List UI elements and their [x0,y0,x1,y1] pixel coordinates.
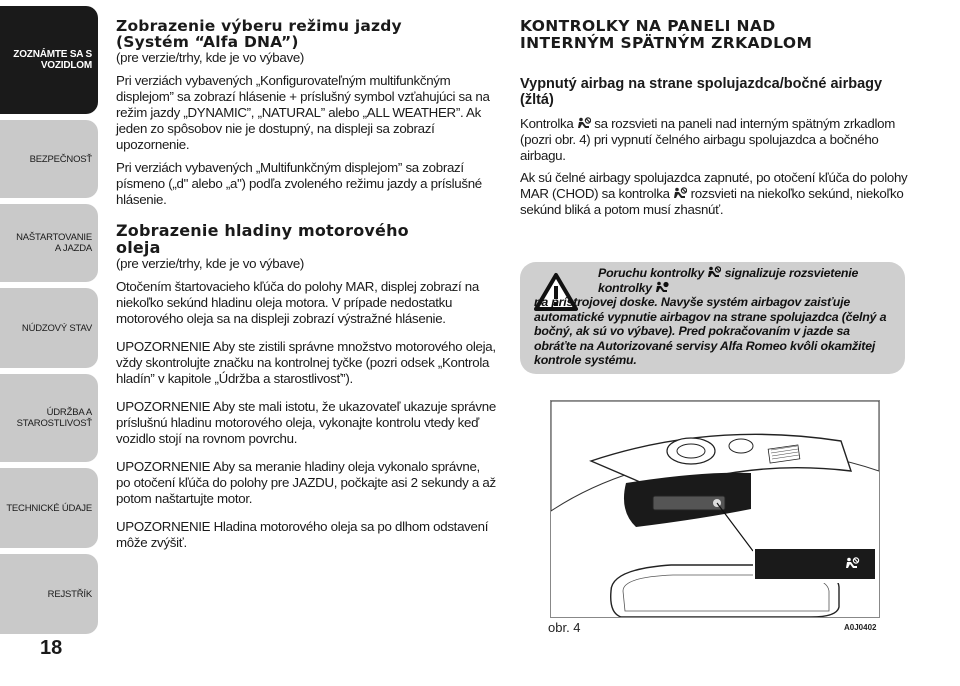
text: na prístrojovej doske. Navyše systém airbagov zaisťuje automatické vypnutie airbagov na strane spolujazdca (čelný a bočný, ak sú vo výbave). Pred pokračovaním v jazde sa obráťte na Autorizované servisy Alfa Romeo kvôli okamžitej kontrole systému. [534,295,887,367]
tab-label: ZOZNÁMTE SA S VOZIDLOM [13,49,92,71]
paragraph [520,116,910,164]
overhead-console-illustration [551,401,879,617]
left-column [116,18,496,551]
subsection-heading-airbag: Vypnutý airbag na strane spolujazdca/bočné airbagy (žltá) [520,76,883,108]
tab-label: BEZPEČNOSŤ [29,153,92,165]
section-heading-indicators: KONTROLKY NA PANELI NAD INTERNÝM SPÄTNÝM ZRKADLOM [520,17,813,52]
chapter-tabs [0,0,100,686]
tab-label: REJSTŘÍK [47,588,92,600]
warning-box [520,262,905,374]
paragraph: Otočením štartovacieho kľúča do polohy MAR, displej zobrazí na niekoľko sekúnd hladinu oleja motora. V prípade nedostatku motorového oleja sa na displeji zobrazí výstražné hlásenie. [116,279,479,326]
tab-nastartovanie[interactable] [0,204,98,282]
warning-note: UPOZORNENIE Aby ste zistili správne množstvo motorového oleja, vždy skontrolujte značku na kontrolnej tyčke (pozri odsek „Kontrola hladín” v kapitole „Údržba a starostlivosť”). [116,339,496,386]
tab-bezpecnost[interactable] [0,120,98,198]
tab-nudzovy-stav[interactable] [0,288,98,368]
warning-text-lead [534,266,894,295]
airbag-off-icon [673,187,687,199]
right-column [520,18,910,218]
airbag-icon [655,281,669,293]
tab-zoznamte-sa[interactable] [0,6,98,114]
text: sa rozsvieti na paneli nad interným spätným zrkadlom (pozri obr. 4) pri vypnutí čelného airbagu spolujazdca a bočného airbagu. [520,116,896,163]
paragraph [520,170,910,218]
tab-label: ÚDRŽBA A STAROSTLIVOSŤ [16,407,92,429]
warning-note: UPOZORNENIE Aby sa meranie hladiny oleja vykonalo správne, po otočení kľúča do polohy pre JAZDU, počkajte asi 2 sekundy a až potom naštartujte motor. [116,459,496,506]
tab-rejstrik[interactable] [0,554,98,634]
paragraph: Pri verziách vybavených „Konfigurovateľným multifunkčným displejom” sa zobrazí hlásenie + príslušný symbol vzťahujúci sa na režim jazdy „DYNAMIC”, „NATURAL” alebo „ALL WEATHER”. Ak jeden zo spôsobov nie je dostupný, na displeji sa zobrazí upozornenie. [116,73,490,152]
text: rozsvieti na niekoľko sekúnd, niekoľko sekúnd bliká a potom musí zhasnúť. [520,186,904,217]
text: Poruchu kontrolky [598,266,705,280]
tab-udrzba[interactable] [0,374,98,462]
warning-text [534,266,894,368]
warning-note: UPOZORNENIE Aby ste mali istotu, že ukazovateľ ukazuje správne príslušnú hladinu motorového oleja, vykonajte kontrolu vtedy keď vozidlo stojí na rovnom povrchu. [116,399,496,446]
section-subnote: (pre verzie/trhy, kde je vo výbave) [116,50,305,65]
section-subnote: (pre verzie/trhy, kde je vo výbave) [116,256,305,271]
warning-note: UPOZORNENIE Hladina motorového oleja sa po dlhom odstavení môže zvýšiť. [116,519,489,550]
tab-label: NÚDZOVÝ STAV [21,322,92,334]
paragraph: Pri verziách vybavených „Multifunkčným displejom” sa zobrazí písmeno („d" alebo „a") podľa zvoleného režimu jazdy a príslušné hlásenie. [116,160,482,207]
page-number: 18 [40,637,63,659]
section-heading-oil: Zobrazenie hladiny motorového oleja [116,221,409,257]
airbag-off-icon [707,266,721,278]
tab-label: NAŠTARTOVANIE A JAZDA [16,232,92,254]
text: signalizuje rozsvietenie kontrolky [598,266,859,295]
text: Kontrolka [520,116,574,131]
section-heading-dna: Zobrazenie výberu režimu jazdy (Systém “Alfa DNA”) [116,17,402,51]
figure-overhead-panel [550,400,880,618]
text: Ak sú čelné airbagy spolujazdca zapnuté, po otočení kľúča do polohy MAR (CHOD) sa kontrolka [520,170,908,201]
airbag-off-icon [577,117,591,129]
tab-label: TECHNICKÉ ÚDAJE [6,502,92,514]
tab-technicke-udaje[interactable] [0,468,98,548]
figure-code: A0J0402 [844,623,877,632]
inset-detail [755,549,875,579]
figure-caption: obr. 4 [548,620,581,635]
